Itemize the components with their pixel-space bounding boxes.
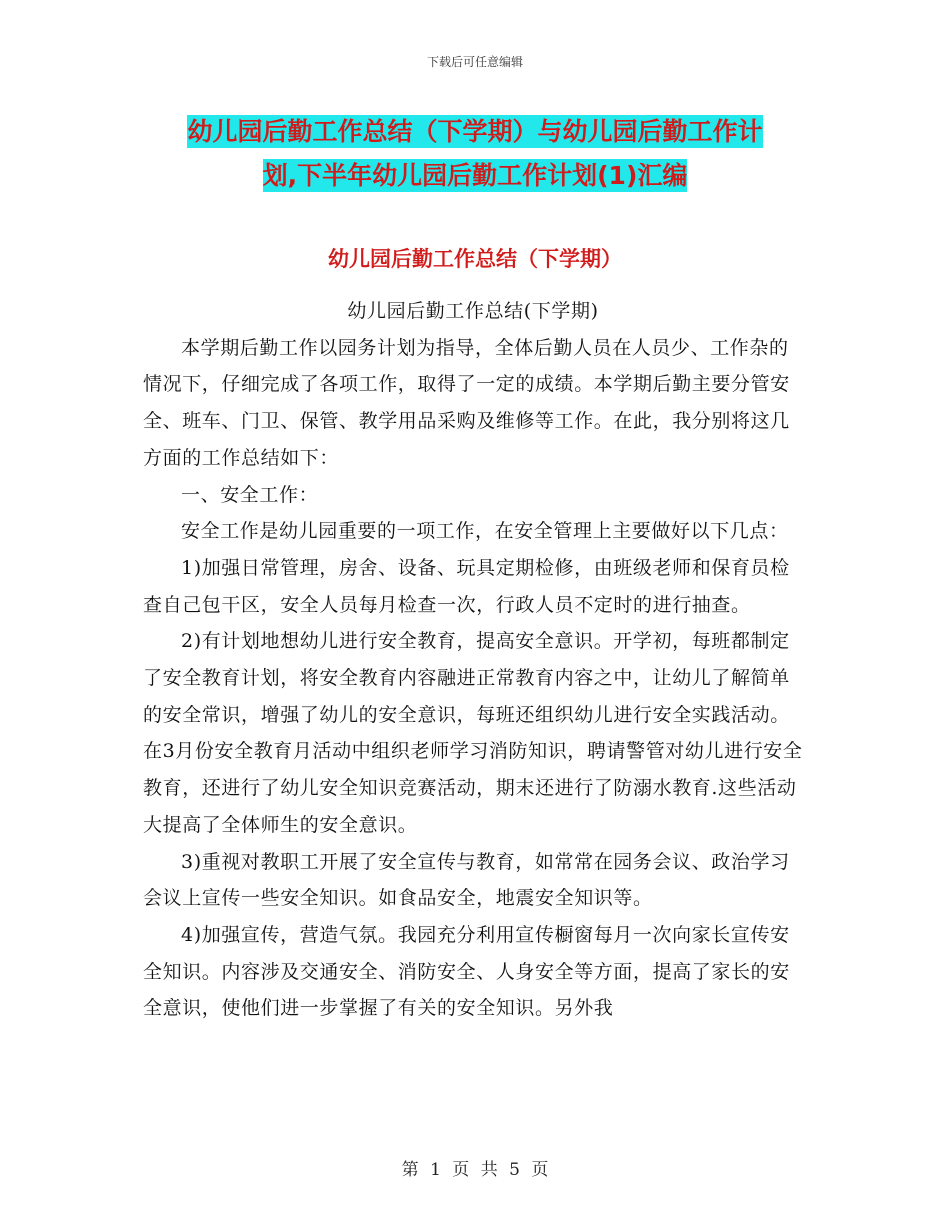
paragraph-safety-overview: 安全工作是幼儿园重要的一项工作，在安全管理上主要做好以下几点： [181, 520, 789, 543]
document-title-line-2 [140, 154, 810, 198]
section-title: 幼儿园后勤工作总结（下学期） [328, 247, 622, 271]
document-body [143, 293, 803, 1027]
paragraph-point-2: 2)有计划地想幼儿进行安全教育，提高安全意识。开学初，每班都制定了安全教育计划，将安全教育内容融进正常教育内容之中，让幼儿了解简单的安全常识，增强了幼儿的安全意识，每班还组织幼儿进行安全实践活动。在3月份安全教育月活动中组织老师学习消防知识，聘请警管对幼儿进行安全教育，还进行了幼儿安全知识竞赛活动，期末还进行了防溺水教育.这些活动大提高了全体师生的安全意识。 [143, 630, 803, 836]
document-title-line-1 [140, 110, 810, 154]
paragraph-point-4: 4)加强宣传，营造气氛。我园充分利用宣传橱窗每月一次向家长宣传安全知识。内容涉及交通安全、消防安全、人身安全等方面，提高了家长的安全意识，使他们进一步掌握了有关的安全知识。另外我 [143, 923, 790, 1020]
subtitle: 幼儿园后勤工作总结(下学期) [347, 300, 599, 322]
paragraph-point-3: 3)重视对教职工开展了安全宣传与教育，如常常在园务会议、政治学习会议上宣传一些安全知识。如食品安全，地震安全知识等。 [143, 850, 790, 910]
document-title-line-2-text: 划,下半年幼儿园后勤工作计划(1)汇编 [262, 161, 688, 190]
header-note: 下载后可任意编辑 [426, 55, 523, 69]
paragraph-heading-safety: 一、安全工作： [181, 483, 319, 506]
paragraph-intro: 本学期后勤工作以园务计划为指导，全体后勤人员在人员少、工作杂的情况下，仔细完成了各项工作，取得了一定的成绩。本学期后勤主要分管安全、班车、门卫、保管、教学用品采购及维修等工作。在此，我分别将这几方面的工作总结如下： [143, 336, 790, 469]
document-title [140, 110, 810, 198]
page-footer: 第 1 页 共 5 页 [401, 1160, 549, 1180]
paragraph-point-1: 1)加强日常管理，房舍、设备、玩具定期检修，由班级老师和保育员检查自己包干区，安全人员每月检查一次，行政人员不定时的进行抽查。 [143, 556, 790, 616]
document-title-line-1-text: 幼儿园后勤工作总结（下学期）与幼儿园后勤工作计 [187, 117, 763, 146]
